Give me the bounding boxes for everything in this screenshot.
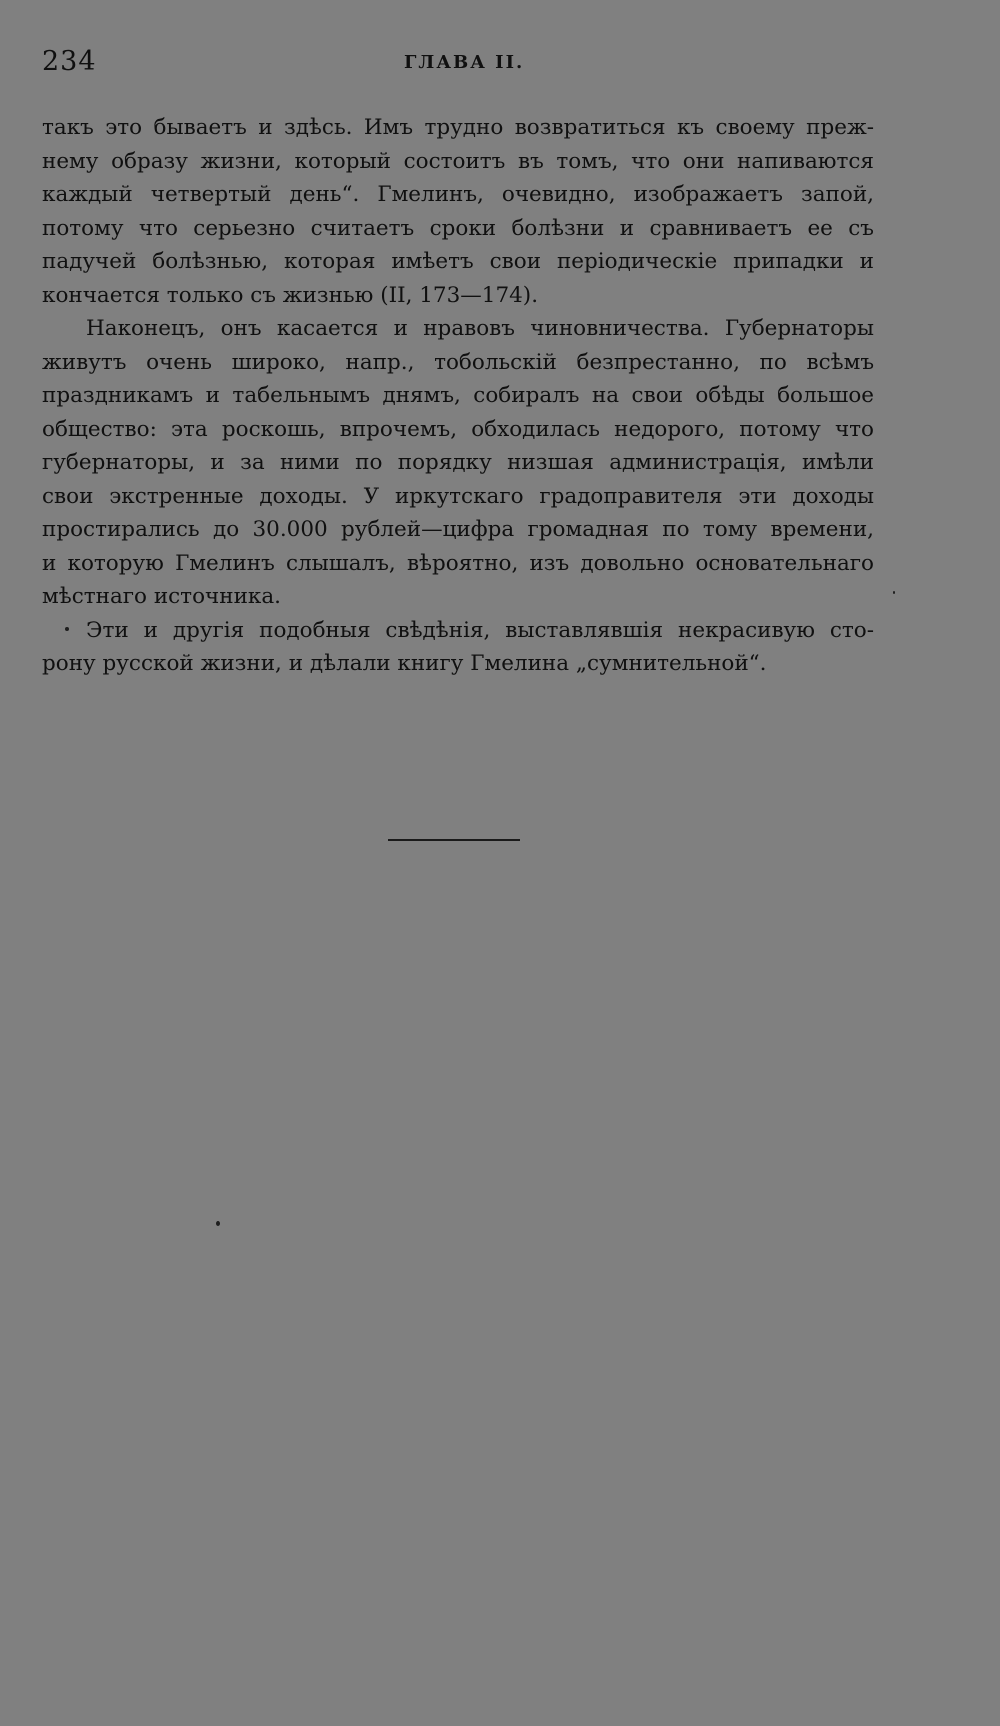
text-line: живутъ очень широко, напр., тобольскій безпрестанно, по всѣмъ [42, 349, 874, 375]
text-line: потому что серьезно считаетъ сроки болѣзни и сравниваетъ ее съ [42, 215, 874, 241]
text-line: кончается только съ жизнью (II, 173—174). [42, 282, 539, 308]
text-line: праздникамъ и табельнымъ днямъ, собиралъ на свои обѣды большое [42, 383, 874, 408]
text-line: свои экстренные доходы. У иркутскаго градоправителя эти доходы [42, 483, 874, 509]
text-line: такъ это бываетъ и здѣсь. Имъ трудно возвратиться къ своему преж- [42, 115, 874, 140]
text-line: каждый четвертый день“. Гмелинъ, очевидно, изображаетъ запой, [42, 182, 874, 207]
text-line: Наконецъ, онъ касается и нравовъ чиновничества. Губернаторы [86, 316, 874, 341]
text-line: падучей болѣзнью, которая имѣетъ свои періодическіе припадки и [42, 249, 874, 274]
text-line: мѣстнаго источника. [42, 584, 281, 609]
scan-speck [893, 591, 895, 594]
section-separator-rule [388, 839, 520, 841]
scan-speck [65, 627, 69, 631]
text-line: общество: эта роскошь, впрочемъ, обходилась недорого, потому что [42, 416, 874, 442]
text-line: рону русской жизни, и дѣлали книгу Гмелина „сумнительной“. [42, 651, 767, 676]
text-line: губернаторы, и за ними по порядку низшая администрація, имѣли [42, 450, 874, 475]
running-head: ГЛАВА II. [404, 52, 525, 73]
page-number: 234 [42, 46, 97, 77]
text-line: нему образу жизни, который состоитъ въ томъ, что они напиваются [42, 148, 874, 174]
paragraph-2 [42, 312, 874, 614]
paragraph-3 [42, 614, 874, 681]
text-line: и которую Гмелинъ слышалъ, вѣроятно, изъ довольно основательнаго [42, 550, 874, 576]
paragraph-1 [42, 111, 874, 312]
text-line: простирались до 30.000 рублей—цифра громадная по тому времени, [42, 517, 874, 542]
text-line: Эти и другія подобныя свѣдѣнія, выставлявшія некрасивую сто- [86, 617, 874, 643]
body-text [42, 111, 874, 681]
scan-speck [216, 1221, 220, 1226]
